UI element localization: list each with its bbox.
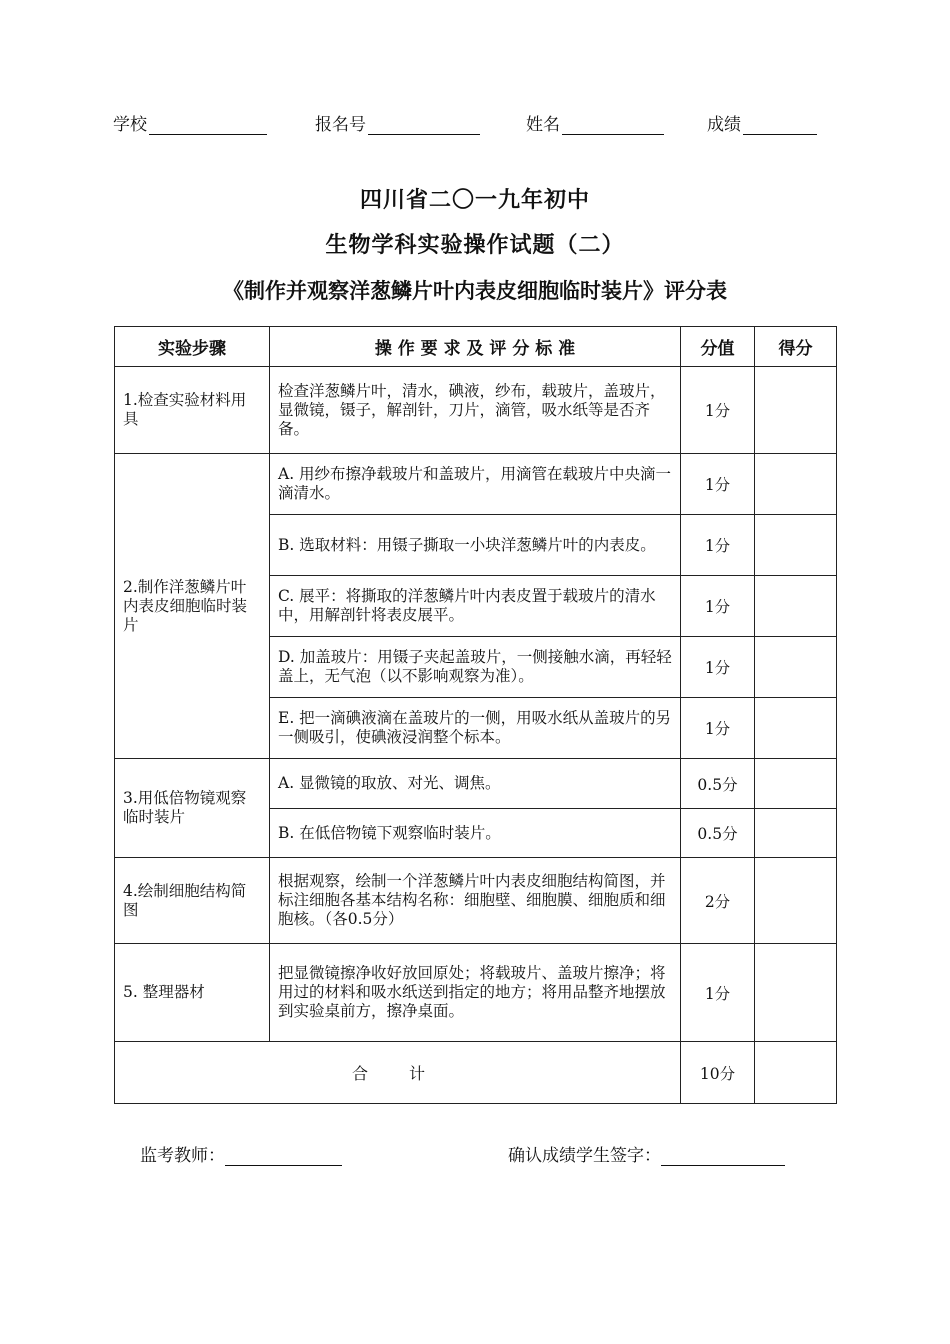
score-input-cell[interactable] xyxy=(755,454,837,515)
header-fields xyxy=(113,110,838,140)
reg-no-blank[interactable] xyxy=(368,116,480,135)
value-cell: 1分 xyxy=(681,944,755,1042)
invigilator-label: 监考教师： xyxy=(140,1146,225,1166)
student-sign-blank[interactable] xyxy=(661,1147,785,1166)
total-label: 合 计 xyxy=(115,1042,681,1104)
school-label: 学校 xyxy=(113,115,147,135)
score-input-cell[interactable] xyxy=(755,759,837,809)
value-cell: 1分 xyxy=(681,515,755,576)
value-cell: 1分 xyxy=(681,576,755,637)
reg-no-label: 报名号 xyxy=(315,115,366,135)
table-row xyxy=(115,944,837,1042)
requirement-cell: 检查洋葱鳞片叶，清水，碘液，纱布，载玻片，盖玻片，显微镜，镊子，解剖针，刀片，滴管，吸水纸等是否齐备。 xyxy=(270,367,681,454)
school-blank[interactable] xyxy=(149,116,267,135)
requirement-cell: E. 把一滴碘液滴在盖玻片的一侧，用吸水纸从盖玻片的另一侧吸引，使碘液浸润整个标本。 xyxy=(270,698,681,759)
name-field xyxy=(526,110,664,135)
value-cell: 2分 xyxy=(681,858,755,944)
value-cell: 0.5分 xyxy=(681,759,755,809)
score-input-cell[interactable] xyxy=(755,515,837,576)
title-line-1: 四川省二〇一九年初中 xyxy=(359,188,590,213)
total-row xyxy=(115,1042,837,1104)
name-blank[interactable] xyxy=(562,116,664,135)
student-sign-label: 确认成绩学生签字： xyxy=(508,1146,661,1166)
requirement-cell: B. 选取材料：用镊子撕取一小块洋葱鳞片叶的内表皮。 xyxy=(270,515,681,576)
table-row xyxy=(115,858,837,944)
table-row xyxy=(115,759,837,809)
score-input-cell[interactable] xyxy=(755,637,837,698)
reg-no-field xyxy=(315,110,480,135)
requirement-cell: 根据观察，绘制一个洋葱鳞片叶内表皮细胞结构简图，并标注细胞各基本结构名称：细胞壁、细胞膜、细胞质和细胞核。（各0.5分） xyxy=(270,858,681,944)
value-cell: 1分 xyxy=(681,698,755,759)
step-cell: 2.制作洋葱鳞片叶内表皮细胞临时装片 xyxy=(115,454,270,759)
header-requirement: 操 作 要 求 及 评 分 标 准 xyxy=(270,327,681,367)
step-cell: 5. 整理器材 xyxy=(115,944,270,1042)
score-input-cell[interactable] xyxy=(755,944,837,1042)
value-cell: 1分 xyxy=(681,454,755,515)
invigilator-field xyxy=(140,1141,342,1166)
score-field xyxy=(707,110,817,135)
score-input-cell[interactable] xyxy=(755,367,837,454)
step-cell: 1.检查实验材料用具 xyxy=(115,367,270,454)
name-label: 姓名 xyxy=(526,115,560,135)
score-input-cell[interactable] xyxy=(755,809,837,858)
header-value: 分值 xyxy=(681,327,755,367)
step-cell: 4.绘制细胞结构简图 xyxy=(115,858,270,944)
table-header-row xyxy=(115,327,837,367)
invigilator-blank[interactable] xyxy=(225,1147,342,1166)
value-cell: 0.5分 xyxy=(681,809,755,858)
header-got: 得分 xyxy=(755,327,837,367)
school-field xyxy=(113,110,267,135)
step-cell: 3.用低倍物镜观察临时装片 xyxy=(115,759,270,858)
requirement-cell: A. 显微镜的取放、对光、调焦。 xyxy=(270,759,681,809)
title-line-2: 生物学科实验操作试题（二） xyxy=(325,233,625,258)
score-label: 成绩 xyxy=(707,115,741,135)
score-input-cell[interactable] xyxy=(755,858,837,944)
student-sign-field xyxy=(508,1141,785,1166)
score-input-cell[interactable] xyxy=(755,698,837,759)
scoring-table xyxy=(114,326,837,1104)
table-row xyxy=(115,454,837,515)
requirement-cell: D. 加盖玻片：用镊子夹起盖玻片，一侧接触水滴，再轻轻盖上，无气泡（以不影响观察为准）。 xyxy=(270,637,681,698)
total-score-input-cell[interactable] xyxy=(755,1042,837,1104)
header-step: 实验步骤 xyxy=(115,327,270,367)
requirement-cell: 把显微镜擦净收好放回原处；将载玻片、盖玻片擦净；将用过的材料和吸水纸送到指定的地方；将用品整齐地摆放到实验桌前方，擦净桌面。 xyxy=(270,944,681,1042)
table-row xyxy=(115,367,837,454)
requirement-cell: B. 在低倍物镜下观察临时装片。 xyxy=(270,809,681,858)
score-blank[interactable] xyxy=(743,116,817,135)
requirement-cell: C. 展平：将撕取的洋葱鳞片叶内表皮置于载玻片的清水中，用解剖针将表皮展平。 xyxy=(270,576,681,637)
requirement-cell: A. 用纱布擦净载玻片和盖玻片，用滴管在载玻片中央滴一滴清水。 xyxy=(270,454,681,515)
value-cell: 1分 xyxy=(681,367,755,454)
score-input-cell[interactable] xyxy=(755,576,837,637)
total-value: 10分 xyxy=(681,1042,755,1104)
value-cell: 1分 xyxy=(681,637,755,698)
title-line-3: 《制作并观察洋葱鳞片叶内表皮细胞临时装片》评分表 xyxy=(223,279,727,303)
